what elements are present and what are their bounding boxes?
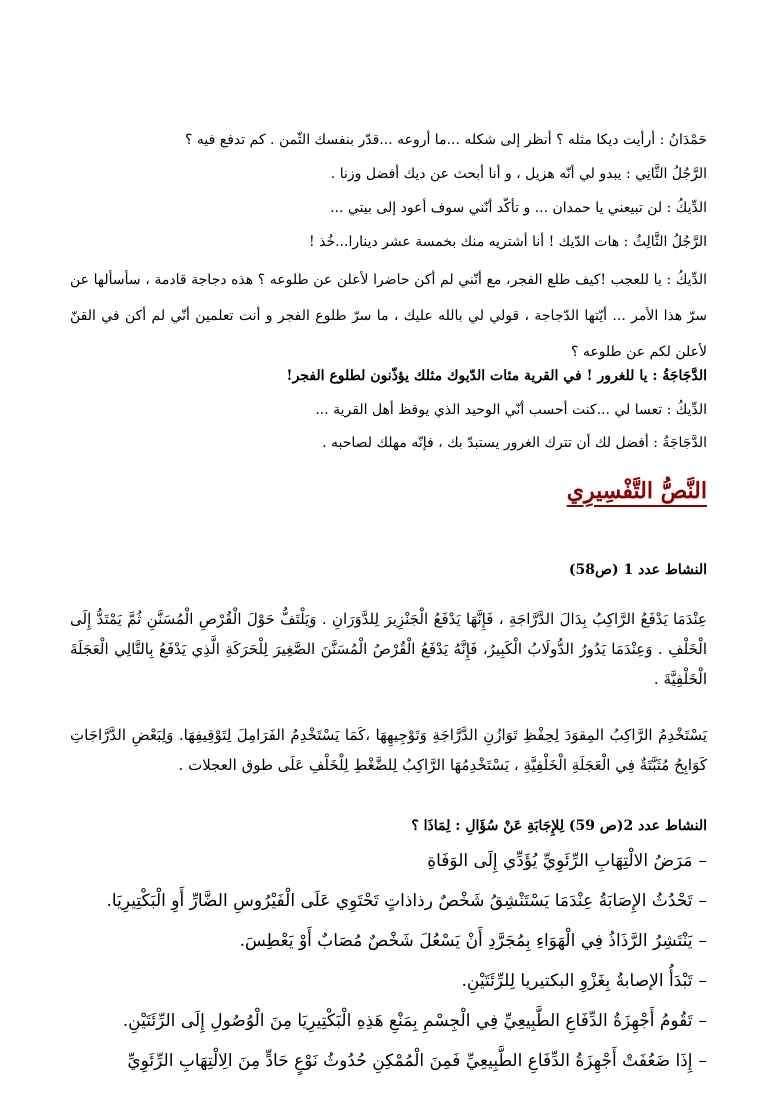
activity1-paragraph-2: يَسْتَخْدِمُ الرَّاكِبُ المِقوَدَ لِحِفْظِ تَوَازُنِ الدَّرَّاجَةِ وَتَوْجِيهِهَا ،كَمَا يَسْتَخْدِمُ الفَرَامِلَ لِتَوْقِيفِهَا. وَلِبَعْضِ الدَّرَّاجَاتِ كَوَابِحُ مُثَبَّتَةٌ فِي الْعَجَلَةِ الْخَلْفِيَّةِ ، يَسْتَخْدِمُهَا الرَّاكِبُ لِلضَّغْطِ لِلْخَلْفِ عَلَى طوق العجلات . — [70, 726, 707, 774]
bullet-item — [240, 926, 707, 956]
speaker-name: الدِّيكُ : — [666, 272, 708, 288]
bullet-item — [107, 886, 707, 916]
dash-icon: – — [698, 891, 707, 911]
dialogue-text: يا للغرور ! في القرية مئات الدّيوك مثلك يؤذّنون لطلوع الفجر! — [286, 368, 648, 384]
dialogue-line-2 — [331, 164, 707, 184]
dialogue-text: لن تبيعني يا حمدان ... و تأكّد أنّني سوف أعود إلى بيتي ... — [330, 200, 663, 216]
activity2-heading-text: النشاط عدد 2(ص 59) لِلإِجَابَةِ عَنْ سُؤَالِ : لِمَاذَا ؟ — [411, 818, 707, 834]
bullet-text: تَحْدُثُ الإِصَابَةُ عِنْدَمَا يَسْتَنْشِقُ شَخْصٌ رذاذاتٍ تَحْتَوِي عَلَى الْفَيْرُوسِ الضَّارِّ أَوِ الْبَكْتِيرِيَا. — [106, 891, 693, 911]
dialogue-line-1 — [185, 130, 707, 150]
dash-icon: – — [698, 851, 707, 871]
dialogue-text: أفضل لك أن تترك الغرور يستبدّ بك ، فإنّه مهلك لصاحبه . — [322, 435, 649, 451]
activity1-heading: النشاط عدد 1 (ص58) — [568, 562, 707, 578]
bullet-text: تَبْدَأُ الإصابةُ بِغَزْوِ البكتيريا لِلرِّئَتَيْنِ. — [461, 971, 693, 991]
speaker-name: الرَّجُلُ الثَّالِثُ : — [623, 234, 707, 250]
bullet-text: مَرَضُ الالْتِهَابِ الرِّئَوِيِّ يُؤَدِّي إِلَى الوَفَاةِ — [427, 851, 693, 871]
dash-icon: – — [698, 1011, 707, 1031]
bullet-item — [123, 1006, 707, 1036]
dialogue-line-4 — [309, 232, 707, 252]
speaker-name: الدِّيكُ : — [666, 200, 707, 216]
speaker-name: الدِّيكُ : — [666, 402, 707, 418]
dialogue-text: هات الدّيك ! أنا أشتريه منك بخمسة عشر دينارا...خُذ ! — [309, 234, 620, 250]
bullet-item — [127, 1046, 707, 1076]
speaker-name: الدَّجَاجَةُ : — [653, 435, 707, 451]
dash-icon: – — [698, 971, 707, 991]
dialogue-text: يبدو لي أنّه هزيل ، و أنا أبحث عن ديك أفضل وزنا . — [330, 166, 622, 182]
dialogue-text: أرأيت ديكا مثله ؟ أنظر إلى شكله ...ما أروعه ...قدّر بنفسك الثّمن . كم تدفع فيه ؟ — [185, 132, 656, 148]
dash-icon: – — [698, 931, 707, 951]
dialogue-text: يا للعجب !كيف طلع الفجر، مع أنّني لم أكن حاضرا لأعلن عن طلوعه ؟ هذه دجاجة قادمة ، سأسألها عن سرّ هذا الأمر ... أيّتها الدّجاجة ، قولي لي بالله عليك ، ما سرّ طلوع الفجر و أنت تعلمين أنّي لم أكن في القنّ لأعلن لكم عن طلوعه ؟ — [70, 272, 707, 360]
speaker-name: الرَّجُلُ الثَّانِي : — [626, 166, 707, 182]
activity1-paragraph-1: عِنْدَمَا يَدْفَعُ الرَّاكِبُ بِدَالَ الدَّرَّاجَةِ ، فَإِنَّهَا يَدْفَعُ الْجَنْزِيرَ لِلدَّوَرَانِ . وَيَلْتَفُّ حَوْلَ الْقُرْصِ الْمُسَنَّنِ ثُمَّ يَمْتَدُّ إِلَى الْخَلْفِ . وَعِنْدَمَا يَدُورُ الدُّولَابُ الْكَبِيرُ، فَإِنَّهُ يَدْفَعُ الْقُرْصُ الْمُسَنَّنَ الصَّغِيرَ لِلْحَرَكَةِ الَّذِي يَدْفَعُ بِالتَّالِي الْعَجَلَةَ الْخَلْفِيَّةَ . — [70, 610, 707, 688]
section-title: النَّصُّ التَّفْسِيرِي — [566, 478, 707, 504]
bullet-text: إِذَا ضَعُفَتْ أَجْهِزَةُ الدِّفَاعِ الطَّبِيعِيِّ فَمِنَ الْمُمْكِنِ حُدُوثُ نَوْعٍ حَادٍّ مِنَ الِالْتِهَابِ الرِّئَوِيِّ — [127, 1051, 693, 1071]
speaker-name: حَمْدَانُ : — [659, 132, 707, 148]
dialogue-text: تعسا لي ...كنت أحسب أنّي الوحيد الذي يوقظ أهل القرية ... — [315, 402, 663, 418]
dash-icon: – — [698, 1051, 707, 1071]
bullet-item — [461, 966, 707, 996]
dialogue-line-8 — [322, 433, 707, 453]
activity2-heading — [411, 816, 707, 836]
bullet-text: تَقُومُ أَجْهِزَةُ الدِّفَاعِ الطَّبِيعِيِّ فِي الْجِسْمِ بِمَنْعِ هَذِهِ الْبَكْتِيرِيَا مِنَ الْوُصُولِ إِلَى الرِّئَتَيْنِ. — [122, 1011, 693, 1031]
bullet-text: يَنْتَشِرُ الرَّذَاذُ فِي الْهَوَاءِ بِمُجَرَّدِ أَنْ يَسْعُلَ شَخْصٌ مُصَابٌ أَوْ يَعْطِسَ. — [239, 931, 693, 951]
dialogue-line-5 — [70, 262, 707, 370]
dialogue-line-6 — [286, 366, 707, 386]
bullet-item — [427, 846, 707, 876]
speaker-name: الدَّجَاجَةُ : — [652, 368, 707, 384]
dialogue-line-7 — [315, 400, 707, 420]
dialogue-line-3 — [330, 198, 707, 218]
